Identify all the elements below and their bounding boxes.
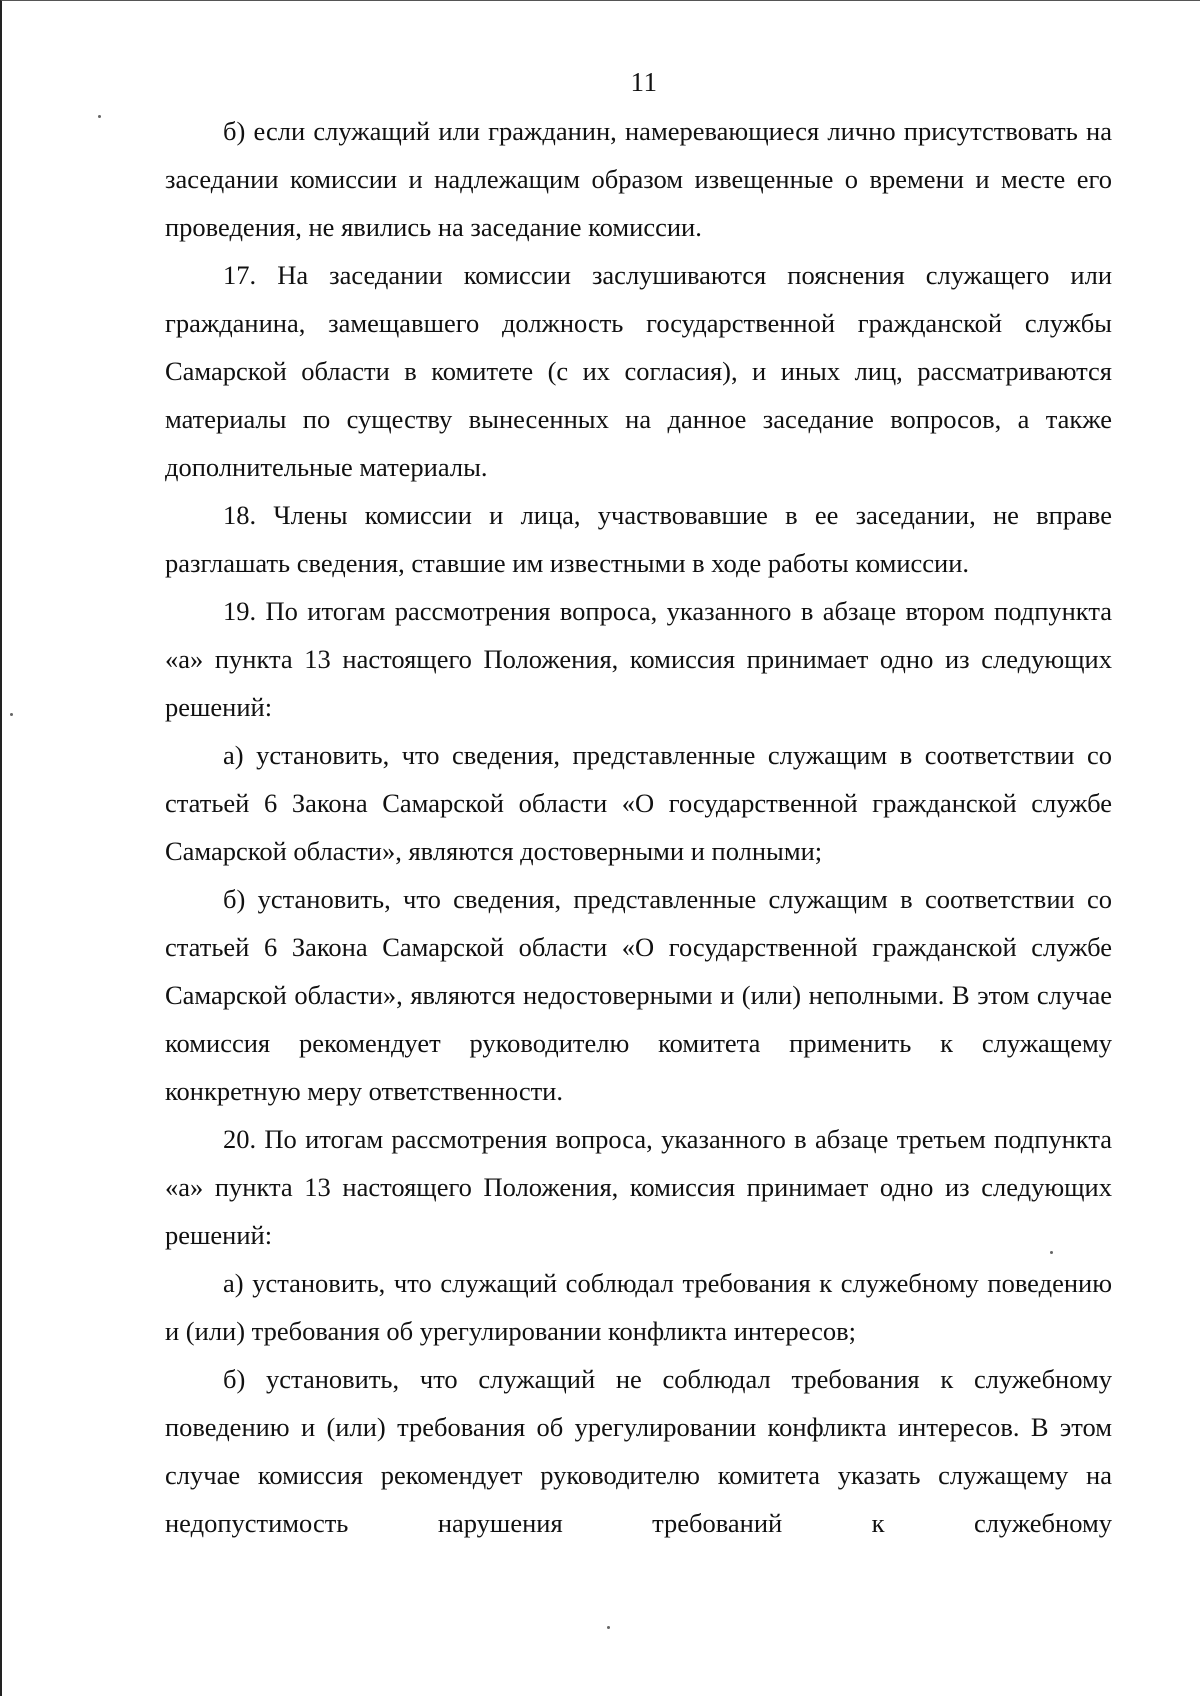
scan-speck — [607, 1626, 610, 1629]
document-body — [165, 107, 1112, 1547]
page-number: 11 — [630, 67, 658, 97]
scan-speck — [1050, 1251, 1053, 1254]
paragraph-20-a: а) установить, что служащий соблюдал требования к служебному поведению и (или) требования об урегулировании конфликта интересов; — [165, 1268, 1112, 1346]
paragraph-19-a: а) установить, что сведения, представленные служащим в соответствии со статьей 6 Закона Самарской области «О государственной гражданской службе Самарской области», являются достоверными и полными; — [165, 740, 1112, 866]
paragraph-18: 18. Члены комиссии и лица, участвовавшие в ее заседании, не вправе разглашать сведения, ставшие им известными в ходе работы комиссии. — [165, 500, 1112, 578]
paragraph-19-b: б) установить, что сведения, представленные служащим в соответствии со статьей 6 Закона Самарской области «О государственной гражданской службе Самарской области», являются недостоверными и (или) неполными. В этом случае комиссия рекомендует руководителю комитета применить к служащему конкретную меру ответственности. — [165, 884, 1112, 1106]
paragraph-b-absence: б) если служащий или гражданин, намеревающиеся лично присутствовать на заседании комиссии и надлежащим образом извещенные о времени и месте его проведения, не явились на заседание комиссии. — [165, 116, 1112, 242]
paragraph-20-b: б) установить, что служащий не соблюдал требования к служебному поведению и (или) требования об урегулировании конфликта интересов. В этом случае комиссия рекомендует руководителю комитета указать служащему на недопустимость нарушения требований к служебному — [165, 1364, 1112, 1538]
paragraph-17: 17. На заседании комиссии заслушиваются пояснения служащего или гражданина, замещавшего должность государственной гражданской службы Самарской области в комитете (с их согласия), и иных лиц, рассматриваются материалы по существу вынесенных на данное заседание вопросов, а также дополнительные материалы. — [165, 260, 1112, 482]
scan-speck — [98, 115, 101, 118]
paragraph-20: 20. По итогам рассмотрения вопроса, указанного в абзаце третьем подпункта «а» пункта 13 настоящего Положения, комиссия принимает одно из следующих решений: — [165, 1124, 1112, 1250]
scan-speck — [10, 713, 13, 716]
paragraph-19: 19. По итогам рассмотрения вопроса, указанного в абзаце втором подпункта «а» пункта 13 настоящего Положения, комиссия принимает одно из следующих решений: — [165, 596, 1112, 722]
